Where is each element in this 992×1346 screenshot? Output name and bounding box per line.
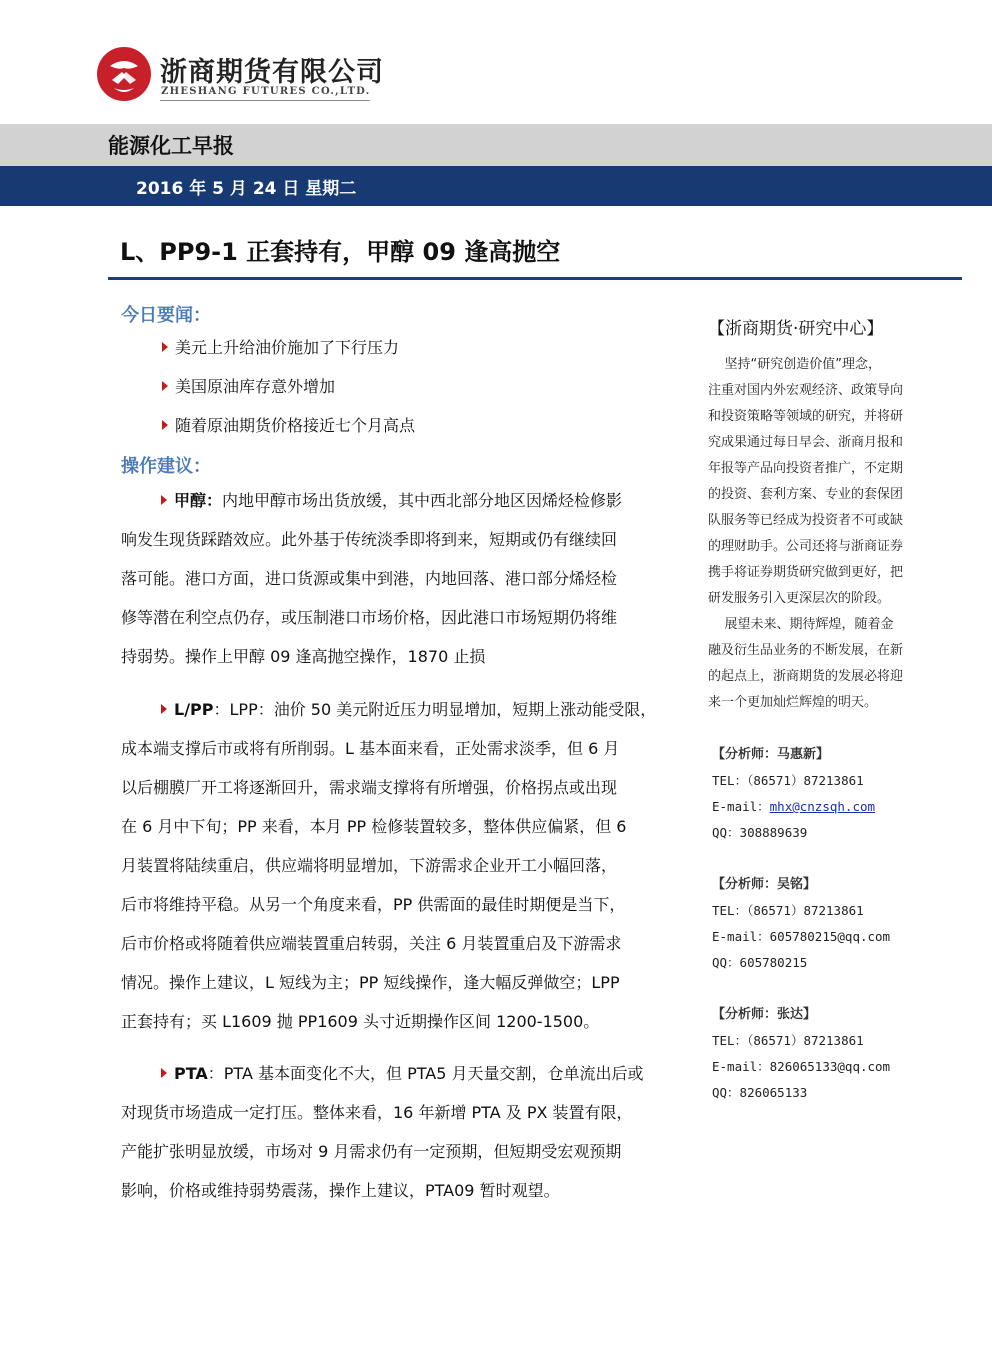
lpp-paragraph: L/PP：LPP：油价 50 美元附近压力明显增加，短期上涨动能受限， 成本端支撑后市或将有所削弱。L 基本面来看，正处需求淡季，但 6 月 以后棚膜厂开工将逐渐回升，需求端支撑将有所增强，价格拐点或出现 在 6 月中下旬；PP 来看，本月 PP 检修装置较多，整体供应偏紧，但 6 月装置将陆续重启，供应端将明显增加，下游需求企业开工小幅回落， 后市将维持平稳。从另一个角度来看，PP 供需面的最佳时期便是当下， 后市价格或将随着供应端装置重启转弱，关注 6 月装置重启及下游需求 情况。操作上建议，L 短线为主；PP 短线操作，逢大幅反弹做空；LPP 正套持有；买 L1609 抛 PP1609 头寸近期操作区间 1200-1500。	[121, 700, 657, 1031]
research-center-intro: 坚持“研究创造价值”理念， 注重对国内外宏观经济、政策导向 和投资策略等领域的研究，并将研 究成果通过每日早会、浙商月报和 年报等产品向投资者推广，不定期 的投资、套利方案、专业的套保团 队服务等已经成为投资者不可或缺 的理财助手。公司还将与浙商证券 携手将证券期货研究做到更好，把 研发服务引入更深层次的阶段。	[708, 357, 904, 606]
analyst-name: 【分析师：马惠新】	[712, 747, 830, 762]
methanol-tag: 甲醇：	[174, 491, 223, 510]
analyst-card: 【分析师：吴铭】 TEL：（86571）87213861 E-mail：605780215@qq.com QQ：605780215	[712, 872, 952, 976]
company-name-en: ZHESHANG FUTURES CO.,LTD.	[161, 86, 371, 97]
report-date: 2016 年 5 月 24 日 星期二	[136, 179, 357, 199]
research-center-outlook: 展望未来、期待辉煌，随着金 融及衍生品业务的不断发展，在新 的起点上，浙商期货的发展必将迎 来一个更加灿烂辉煌的明天。	[708, 617, 904, 710]
news-heading: 今日要闻：	[121, 305, 211, 326]
zheshang-logo-icon	[96, 46, 152, 102]
analyst-qq: QQ：605780215	[712, 955, 808, 970]
analyst-name: 【分析师：吴铭】	[712, 877, 817, 892]
analyst-email-link[interactable]: mhx@cnzsqh.com	[769, 799, 876, 814]
company-name-cn: 浙商期货有限公司	[160, 57, 384, 88]
advice-heading: 操作建议：	[121, 456, 211, 477]
pta-tag: PTA	[174, 1064, 208, 1083]
bullet-arrow-icon	[162, 420, 168, 430]
pta-paragraph: PTA：PTA 基本面变化不大，但 PTA5 月天量交割，仓单流出后或 对现货市场造成一定打压。整体来看，16 年新增 PTA 及 PX 装置有限， 产能扩张明显放缓，市场对 9 月需求仍有一定预期，但短期受宏观预期 影响，价格或维持弱势震荡，操作上建议，PTA09 暂时观望。	[121, 1064, 644, 1200]
news-item: 美元上升给油价施加了下行压力	[162, 335, 399, 358]
analyst-card: 【分析师：张达】 TEL：（86571）87213861 E-mail：826065133@qq.com QQ：826065133	[712, 1002, 952, 1106]
analyst-qq: QQ：826065133	[712, 1085, 808, 1100]
analyst-qq: QQ：308889639	[712, 825, 808, 840]
news-item: 随着原油期货价格接近七个月高点	[162, 413, 415, 436]
news-item: 美国原油库存意外增加	[162, 374, 335, 397]
bullet-arrow-icon	[161, 704, 167, 714]
analyst-tel: TEL：（86571）87213861	[712, 903, 864, 918]
report-type: 能源化工早报	[108, 134, 234, 158]
logo-divider	[160, 100, 370, 101]
analyst-name: 【分析师：张达】	[712, 1007, 817, 1022]
page-title: L、PP9-1 正套持有，甲醇 09 逢高抛空	[120, 238, 561, 266]
research-center-title: 【浙商期货·研究中心】	[708, 319, 884, 339]
analyst-tel: TEL：（86571）87213861	[712, 773, 864, 788]
bullet-arrow-icon	[162, 381, 168, 391]
methanol-paragraph: 甲醇：内地甲醇市场出货放缓，其中西北部分地区因烯烃检修影 响发生现货踩踏效应。此外基于传统淡季即将到来，短期或仍有继续回 落可能。港口方面，进口货源或集中到港，内地回落、港口部分烯烃检 修等潜在利空点仍存，或压制港口市场价格，因此港口市场短期仍将维 持弱势。操作上甲醇 09 逢高抛空操作，1870 止损	[121, 491, 623, 666]
bullet-arrow-icon	[161, 1068, 167, 1078]
headline-divider	[108, 277, 962, 280]
analyst-card: 【分析师：马惠新】 TEL：（86571）87213861 E-mail：mhx@cnzsqh.com QQ：308889639	[712, 742, 952, 846]
analyst-email: 826065133@qq.com	[769, 1059, 891, 1074]
analyst-email: 605780215@qq.com	[769, 929, 891, 944]
analyst-tel: TEL：（86571）87213861	[712, 1033, 864, 1048]
bullet-arrow-icon	[162, 342, 168, 352]
bullet-arrow-icon	[161, 495, 167, 505]
lpp-tag: L/PP	[174, 700, 214, 719]
